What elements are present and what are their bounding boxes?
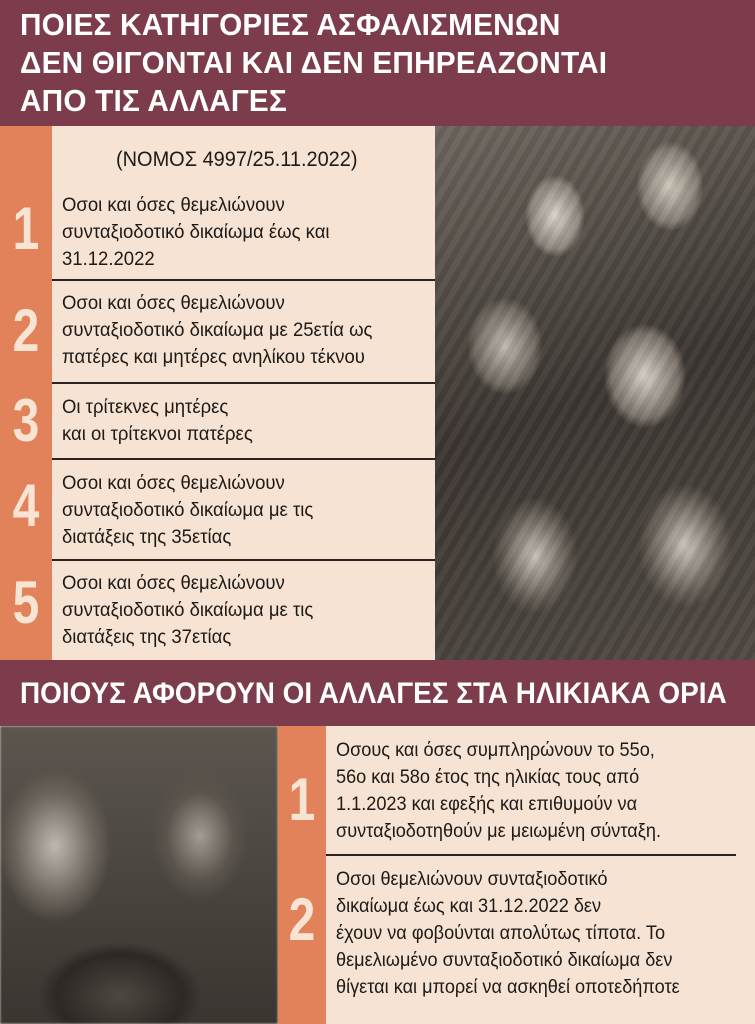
item-text-line: Οσοι και όσες θεμελιώνουν bbox=[62, 194, 285, 216]
item-text-line: συνταξιοδοτικό δικαίωμα έως και bbox=[62, 221, 330, 243]
item-text-line: πατέρες και μητέρες ανηλίκου τέκνου bbox=[62, 346, 365, 368]
item-number: 2 bbox=[288, 886, 316, 953]
item-text-line: θίγεται και μπορεί να ασκηθεί οποτεδήποτε bbox=[336, 976, 680, 998]
item-number: 3 bbox=[12, 387, 40, 454]
top-header-banner bbox=[0, 0, 755, 126]
item-text-line: θεμελιωμένο συνταξιοδοτικό δικαίωμα δεν bbox=[336, 949, 673, 971]
number-column bbox=[0, 126, 52, 660]
item-number: 5 bbox=[12, 569, 40, 636]
item-text-line: Οσους και όσες συμπληρώνουν το 55ο, bbox=[336, 739, 655, 761]
age-limits-section bbox=[0, 726, 755, 1024]
item-text-line: Οσοι θεμελιώνουν συνταξιοδοτικό bbox=[336, 868, 608, 890]
item-text-line: και οι τρίτεκνοι πατέρες bbox=[62, 423, 253, 445]
item-text-line: Οσοι και όσες θεμελιώνουν bbox=[62, 572, 285, 594]
item-text-line: Οι τρίτεκνες μητέρες bbox=[62, 396, 229, 418]
divider bbox=[52, 559, 435, 561]
unaffected-categories-section bbox=[0, 126, 755, 660]
item-text-line: συνταξιοδοτικό δικαίωμα με τις bbox=[62, 599, 314, 621]
item-text-line: συνταξιοδοτικό δικαίωμα με 25ετία ως bbox=[62, 319, 373, 341]
item-number: 1 bbox=[12, 195, 40, 262]
item-text-line: έχουν να φοβούνται απολύτως τίποτα. Το bbox=[336, 922, 666, 944]
title-line: ΔΕΝ ΘΙΓΟΝΤΑΙ ΚΑΙ ΔΕΝ ΕΠΗΡΕΑΖΟΝΤΑΙ bbox=[20, 45, 608, 80]
item-text-line: 31.12.2022 bbox=[62, 248, 155, 270]
item-text-line: διατάξεις της 35ετίας bbox=[62, 526, 232, 548]
age-limits-header-title: ΠΟΙΟΥΣ ΑΦΟΡΟΥΝ ΟΙ ΑΛΛΑΓΕΣ ΣΤΑ ΗΛΙΚΙΑΚΑ ΟΡΙΑ bbox=[20, 677, 727, 710]
item-text-line: συνταξιοδοτικό δικαίωμα με τις bbox=[62, 499, 314, 521]
divider bbox=[52, 279, 435, 281]
categories-list bbox=[52, 126, 435, 660]
top-header-title bbox=[20, 6, 706, 120]
title-line: ΑΠΟ ΤΙΣ ΑΛΛΑΓΕΣ bbox=[20, 83, 288, 118]
divider bbox=[326, 854, 736, 856]
item-text-line: δικαίωμα έως και 31.12.2022 δεν bbox=[336, 895, 602, 917]
law-reference: (ΝΟΜΟΣ 4997/25.11.2022) bbox=[116, 148, 358, 171]
blurred-person-photo bbox=[0, 726, 278, 1024]
item-number: 1 bbox=[288, 766, 316, 833]
age-limits-list bbox=[326, 726, 755, 1024]
title-line: ΠΟΙΕΣ ΚΑΤΗΓΟΡΙΕΣ ΑΣΦΑΛΙΣΜΕΝΩΝ bbox=[20, 7, 561, 42]
number-column bbox=[278, 726, 326, 1024]
item-text-line: συνταξιοδοτηθούν με μειωμένη σύνταξη. bbox=[336, 820, 662, 842]
item-text-line: διατάξεις της 37ετίας bbox=[62, 626, 232, 648]
item-text-line: Οσοι και όσες θεμελιώνουν bbox=[62, 472, 285, 494]
crowd-photo-texture bbox=[435, 126, 755, 660]
item-text-line: 56ο και 58ο έτος της ηλικίας τους από bbox=[336, 766, 640, 788]
item-number: 2 bbox=[12, 297, 40, 364]
item-number: 4 bbox=[12, 472, 40, 539]
item-text-line: 1.1.2023 και εφεξής και επιθυμούν να bbox=[336, 793, 638, 815]
item-text-line: Οσοι και όσες θεμελιώνουν bbox=[62, 292, 285, 314]
divider bbox=[52, 458, 435, 460]
age-limits-header-banner bbox=[0, 660, 755, 726]
divider bbox=[52, 382, 435, 384]
